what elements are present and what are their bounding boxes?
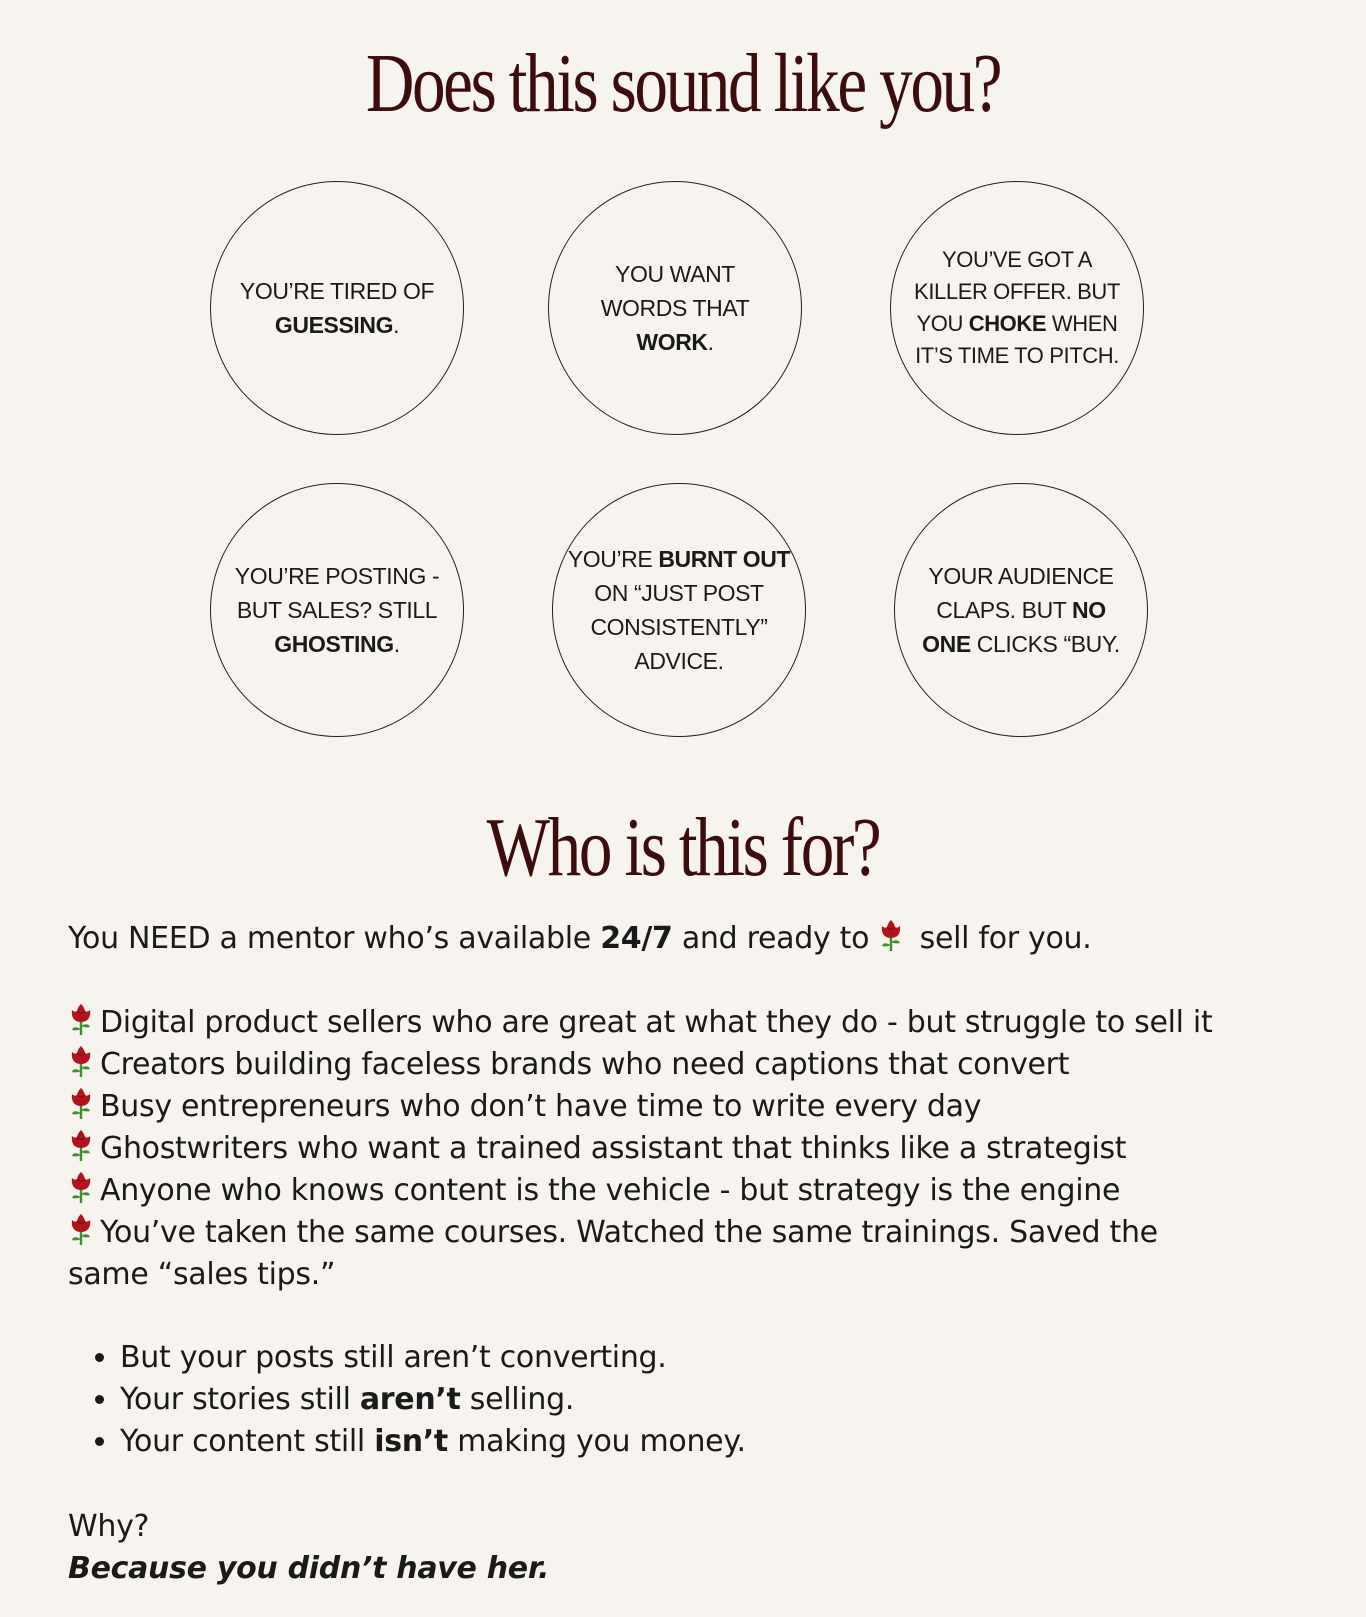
circle-text: [211, 274, 463, 342]
bullet-item: [120, 1337, 746, 1379]
bullet-text-after: making you money.: [447, 1424, 746, 1459]
bullet-text-before: Your stories still: [120, 1382, 360, 1417]
list-item-text: You’ve taken the same courses. Watched the same trainings. Saved the same “sales tips.”: [68, 1215, 1158, 1292]
section-title-who-is-this-for: Who is this for?: [486, 801, 880, 894]
intro-text-middle: and ready to: [672, 921, 879, 956]
rose-icon: [68, 1002, 94, 1036]
list-item-text: Busy entrepreneurs who don’t have time to write every day: [100, 1089, 982, 1124]
bullet-text-after: selling.: [460, 1382, 575, 1417]
circle-text-before: YOU WANT WORDS THAT: [600, 261, 750, 321]
closing-tagline: Because you didn’t have her.: [68, 1551, 550, 1586]
circle-text-bold: BURNT OUT: [658, 546, 791, 572]
pain-point-circle-ghosting: [210, 483, 464, 737]
list-item: [68, 1086, 1308, 1128]
circle-text-before: YOU’RE POSTING - BUT SALES? STILL: [234, 563, 440, 623]
list-item-text: Digital product sellers who are great at what they do - but struggle to sell it: [100, 1005, 1213, 1040]
circle-text-after: .: [707, 329, 714, 355]
audience-list: [68, 1002, 1308, 1296]
list-item: [68, 1128, 1308, 1170]
bullet-text-bold: isn’t: [374, 1424, 448, 1459]
rose-icon: [68, 1128, 94, 1162]
pain-bullet-list: [68, 1337, 746, 1463]
pain-point-circle-pitch: [890, 181, 1144, 435]
intro-text-bold: 24/7: [600, 921, 673, 956]
list-item-text: Ghostwriters who want a trained assistant that thinks like a strategist: [100, 1131, 1127, 1166]
bullet-text: But your posts still aren’t converting.: [120, 1340, 667, 1375]
circle-text-after: .: [393, 631, 400, 657]
circle-text: [891, 244, 1143, 372]
circle-text: [549, 257, 801, 359]
intro-text-after: sell for you.: [910, 921, 1092, 956]
circle-text: [895, 559, 1147, 661]
intro-text-before: You NEED a mentor who’s available: [68, 921, 601, 956]
circle-text-before: YOU’VE GOT A KILLER OFFER. BUT YOU: [914, 247, 1120, 336]
list-item: [68, 1212, 1208, 1296]
rose-icon: [68, 1086, 94, 1120]
rose-icon: [68, 1170, 94, 1204]
list-item: [68, 1044, 1308, 1086]
circle-text-bold: GUESSING: [274, 312, 394, 338]
pain-point-circle-guessing: [210, 181, 464, 435]
pain-point-circle-no-clicks: [894, 483, 1148, 737]
circle-text-before: YOU’RE: [567, 546, 659, 572]
circle-text: [553, 542, 805, 678]
circle-text-after: WHEN IT’S TIME TO PITCH.: [915, 311, 1119, 368]
bullet-item: [120, 1379, 746, 1421]
pain-point-circle-burnt-out: [552, 483, 806, 737]
intro-paragraph: [68, 918, 1308, 960]
circle-text-after: CLICKS “BUY.: [970, 631, 1120, 657]
why-question: Why?: [68, 1509, 150, 1544]
circle-text-after: .: [393, 312, 400, 338]
circle-text: [211, 559, 463, 661]
circle-text-before: YOUR AUDIENCE CLAPS. BUT: [928, 563, 1114, 623]
list-item-text: Creators building faceless brands who need captions that convert: [100, 1047, 1070, 1082]
list-item-text: Anyone who knows content is the vehicle - but strategy is the engine: [100, 1173, 1121, 1208]
bullet-text-before: Your content still: [120, 1424, 375, 1459]
circle-text-bold: CHOKE: [968, 311, 1047, 336]
bullet-text-bold: aren’t: [359, 1382, 461, 1417]
rose-icon: [878, 918, 904, 952]
rose-icon: [68, 1212, 94, 1246]
bullet-item: [120, 1421, 746, 1463]
circle-text-bold: WORK: [636, 329, 708, 355]
circle-text-before: YOU’RE TIRED OF: [239, 278, 435, 304]
list-item: [68, 1170, 1308, 1212]
section-title-sound-like-you: Does this sound like you?: [365, 37, 1001, 130]
circle-text-bold: GHOSTING: [274, 631, 394, 657]
pain-point-circle-words: [548, 181, 802, 435]
rose-icon: [68, 1044, 94, 1078]
circle-text-after: ON “JUST POST CONSISTENTLY” ADVICE.: [590, 580, 768, 674]
circle-text-bold: NO ONE: [922, 597, 1106, 657]
list-item: [68, 1002, 1308, 1044]
